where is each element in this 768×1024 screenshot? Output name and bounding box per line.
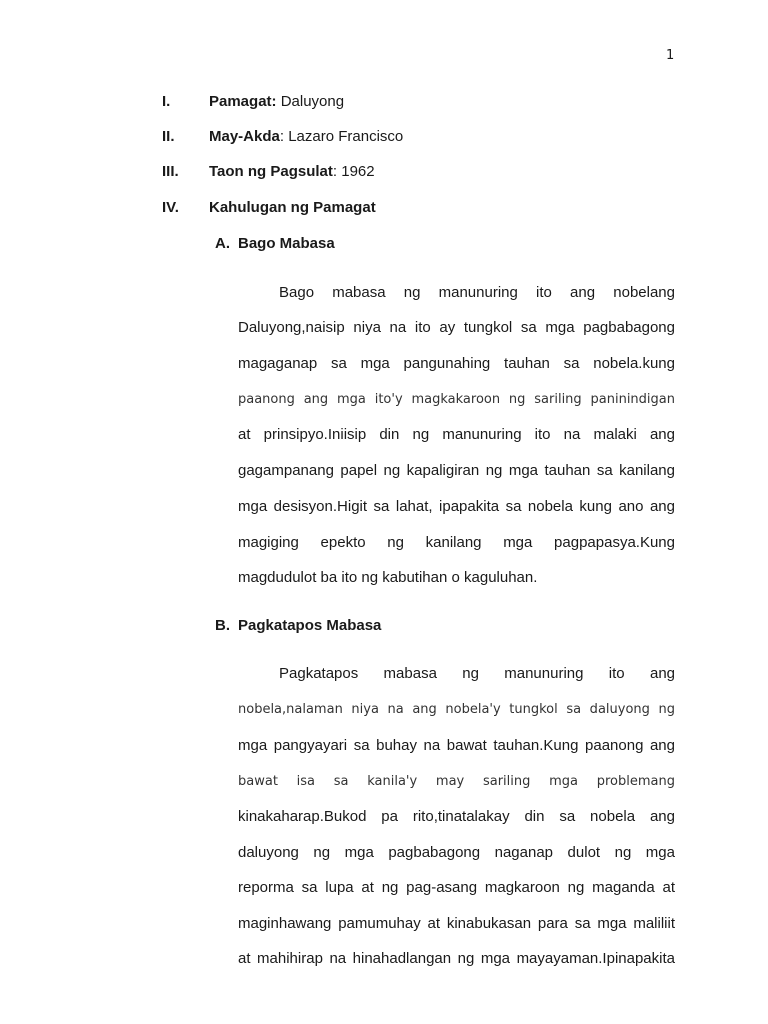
paragraph-line: Pagkatapos mabasa ng manunuring ito ang — [279, 665, 675, 682]
paragraph-line: mga desisyon.Higit sa lahat, ipapakita sa nobela kung ano ang — [238, 498, 675, 515]
paragraph-line: magaganap sa mga pangunahing tauhan sa nobela.kung — [238, 355, 675, 372]
page-number: 1 — [666, 48, 675, 63]
paragraph-line: kinakaharap.Bukod pa rito,tinatalakay din sa nobela ang — [238, 808, 675, 825]
outline-value: : 1962 — [332, 163, 375, 180]
paragraph-line: magdudulot ba ito ng kabutihan o kaguluhan. — [238, 569, 538, 586]
section-heading-text: Pagkatapos Mabasa — [238, 617, 382, 634]
paragraph-line: Bago mabasa ng manunuring ito ang nobelang — [279, 284, 675, 301]
paragraph-line: gagampanang papel ng kapaligiran ng mga tauhan sa kanilang — [238, 462, 675, 479]
paragraph-line: at mahihirap na hinahadlangan ng mga mayayaman.Ipinapakita — [238, 950, 675, 967]
outline-value: Daluyong — [276, 93, 345, 110]
section-heading-text: Bago Mabasa — [238, 235, 335, 252]
paragraph-line: mga pangyayari sa buhay na bawat tauhan.Kung paanong ang — [238, 737, 675, 754]
paragraph-line: daluyong ng mga pagbabagong naganap dulot ng mga — [238, 844, 675, 861]
outline-label: Pamagat: — [209, 93, 277, 110]
section-letter: B. — [215, 617, 230, 634]
outline-numeral: I. — [162, 93, 171, 110]
section-letter: A. — [215, 235, 230, 252]
section-b-heading — [215, 616, 381, 636]
outline-label: Taon ng Pagsulat — [209, 163, 333, 180]
paragraph-line: reporma sa lupa at ng pag-asang magkaroon ng maganda at — [238, 879, 675, 896]
outline-label: Kahulugan ng Pamagat — [209, 199, 376, 216]
outline-numeral: II. — [162, 128, 175, 145]
section-a-heading — [215, 234, 335, 254]
paragraph-line: paanong ang mga ito'y magkakaroon ng sariling paninindigan — [238, 392, 675, 407]
paragraph-line: magiging epekto ng kanilang mga pagpapasya.Kung — [238, 534, 675, 551]
outline-numeral: III. — [162, 163, 179, 180]
paragraph-line: nobela,nalaman niya na ang nobela'y tungkol sa daluyong ng — [238, 702, 675, 717]
paragraph-line: at prinsipyo.Iniisip din ng manunuring ito na malaki ang — [238, 426, 675, 443]
outline-value: : Lazaro Francisco — [279, 128, 404, 145]
outline-label: May-Akda — [209, 128, 280, 145]
paragraph-line: Daluyong,naisip niya na ito ay tungkol sa mga pagbabagong — [238, 319, 675, 336]
paragraph-line: maginhawang pamumuhay at kinabukasan para sa mga maliliit — [238, 915, 675, 932]
paragraph-line: bawat isa sa kanila'y may sariling mga problemang — [238, 774, 675, 789]
outline-numeral: IV. — [162, 199, 179, 216]
